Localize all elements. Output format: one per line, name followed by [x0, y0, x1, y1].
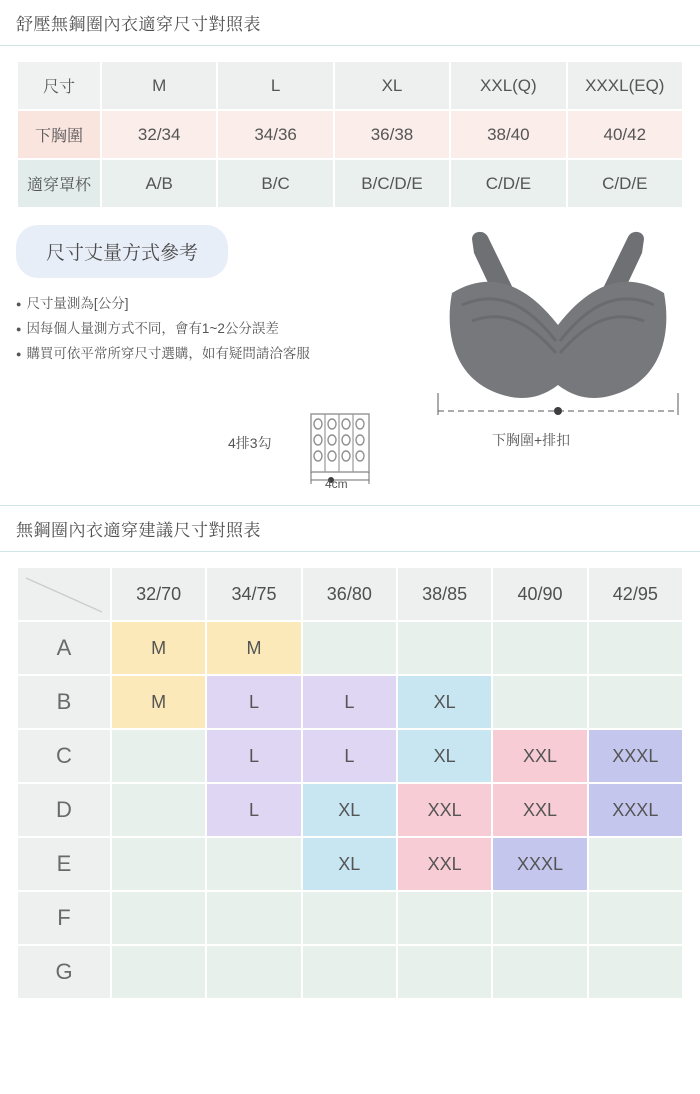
table-cell: 40/42	[568, 111, 682, 158]
grid-cell	[112, 784, 205, 836]
grid-corner-cell	[18, 568, 110, 620]
note-item: ● 尺寸量測為[公分]	[16, 292, 700, 317]
table-row	[18, 622, 682, 674]
underbust-label: 下胸圍+排扣	[492, 432, 571, 448]
row-label: 尺寸	[18, 62, 100, 109]
table-cell: XXL(Q)	[451, 62, 565, 109]
grid-cell	[207, 946, 300, 998]
grid-cell	[589, 946, 682, 998]
column-header: 32/70	[112, 568, 205, 620]
grid-cell	[207, 892, 300, 944]
note-item: ● 購買可依平常所穿尺寸選購，如有疑問請洽客服	[16, 342, 700, 367]
table-cell: 32/34	[102, 111, 216, 158]
table-row	[18, 568, 682, 620]
grid-cell	[493, 622, 586, 674]
table-cell: M	[102, 62, 216, 109]
grid-cell: XXXL	[589, 784, 682, 836]
cup-row-header: D	[18, 784, 110, 836]
grid-cell	[589, 892, 682, 944]
table-row	[18, 62, 682, 109]
size-chart-table	[16, 60, 684, 209]
diagonal-slash-icon	[18, 568, 110, 620]
hook-rows-label: 4排3勾	[228, 435, 272, 451]
table-row	[18, 730, 682, 782]
column-header: 42/95	[589, 568, 682, 620]
table-cell: C/D/E	[568, 160, 682, 207]
column-header: 38/85	[398, 568, 491, 620]
grid-cell	[493, 676, 586, 728]
hook-rows-icon	[225, 410, 385, 502]
grid-cell: XL	[398, 676, 491, 728]
table-row	[18, 111, 682, 158]
grid-cell	[493, 892, 586, 944]
column-header: 34/75	[207, 568, 300, 620]
grid-cell	[112, 946, 205, 998]
grid-cell: XXL	[398, 784, 491, 836]
cup-row-header: C	[18, 730, 110, 782]
section-header-size-chart: 舒壓無鋼圈內衣適穿尺寸對照表	[0, 0, 700, 46]
column-header: 40/90	[493, 568, 586, 620]
table-cell: L	[218, 62, 332, 109]
grid-cell: XXL	[493, 784, 586, 836]
table-cell: XL	[335, 62, 449, 109]
table-cell: C/D/E	[451, 160, 565, 207]
grid-cell: XL	[398, 730, 491, 782]
cup-row-header: A	[18, 622, 110, 674]
row-label: 適穿罩杯	[18, 160, 100, 207]
grid-cell	[398, 622, 491, 674]
hook-illustration	[225, 410, 385, 500]
cup-row-header: G	[18, 946, 110, 998]
grid-cell	[589, 838, 682, 890]
hook-width-label: 4cm	[325, 477, 348, 491]
grid-cell: M	[207, 622, 300, 674]
grid-cell: XL	[303, 838, 396, 890]
grid-cell: L	[303, 730, 396, 782]
table-cell: 34/36	[218, 111, 332, 158]
section-header-recommend-chart: 無鋼圈內衣適穿建議尺寸對照表	[0, 505, 700, 552]
grid-cell	[112, 838, 205, 890]
grid-cell	[589, 676, 682, 728]
grid-cell: XXXL	[589, 730, 682, 782]
grid-cell	[303, 892, 396, 944]
grid-cell: M	[112, 676, 205, 728]
table-row	[18, 160, 682, 207]
grid-cell: M	[112, 622, 205, 674]
grid-cell: XXL	[493, 730, 586, 782]
recommend-size-grid-body	[18, 568, 682, 998]
table-cell: B/C/D/E	[335, 160, 449, 207]
table-row	[18, 946, 682, 998]
table-row	[18, 892, 682, 944]
bra-illustration	[428, 225, 688, 435]
grid-cell	[398, 892, 491, 944]
bra-icon	[428, 225, 688, 435]
grid-cell	[303, 622, 396, 674]
grid-cell	[112, 892, 205, 944]
measure-guide-section	[0, 225, 700, 505]
grid-cell: L	[207, 784, 300, 836]
table-cell: A/B	[102, 160, 216, 207]
table-row	[18, 676, 682, 728]
grid-cell	[493, 946, 586, 998]
grid-cell	[112, 730, 205, 782]
grid-cell: XXXL	[493, 838, 586, 890]
table-row	[18, 784, 682, 836]
table-row	[18, 838, 682, 890]
table-cell: XXXL(EQ)	[568, 62, 682, 109]
cup-row-header: E	[18, 838, 110, 890]
table-cell: B/C	[218, 160, 332, 207]
cup-row-header: F	[18, 892, 110, 944]
grid-cell: L	[207, 676, 300, 728]
grid-cell: L	[303, 676, 396, 728]
column-header: 36/80	[303, 568, 396, 620]
table-cell: 36/38	[335, 111, 449, 158]
table-cell: 38/40	[451, 111, 565, 158]
grid-cell	[398, 946, 491, 998]
measure-guide-title: 尺寸丈量方式參考	[16, 225, 228, 278]
size-chart-body	[18, 62, 682, 207]
grid-cell: L	[207, 730, 300, 782]
note-item: ● 因每個人量測方式不同，會有1~2公分誤差	[16, 317, 700, 342]
grid-cell	[207, 838, 300, 890]
row-label: 下胸圍	[18, 111, 100, 158]
grid-cell	[303, 946, 396, 998]
grid-cell	[589, 622, 682, 674]
grid-cell: XXL	[398, 838, 491, 890]
cup-row-header: B	[18, 676, 110, 728]
grid-cell: XL	[303, 784, 396, 836]
recommend-size-grid	[16, 566, 684, 1000]
